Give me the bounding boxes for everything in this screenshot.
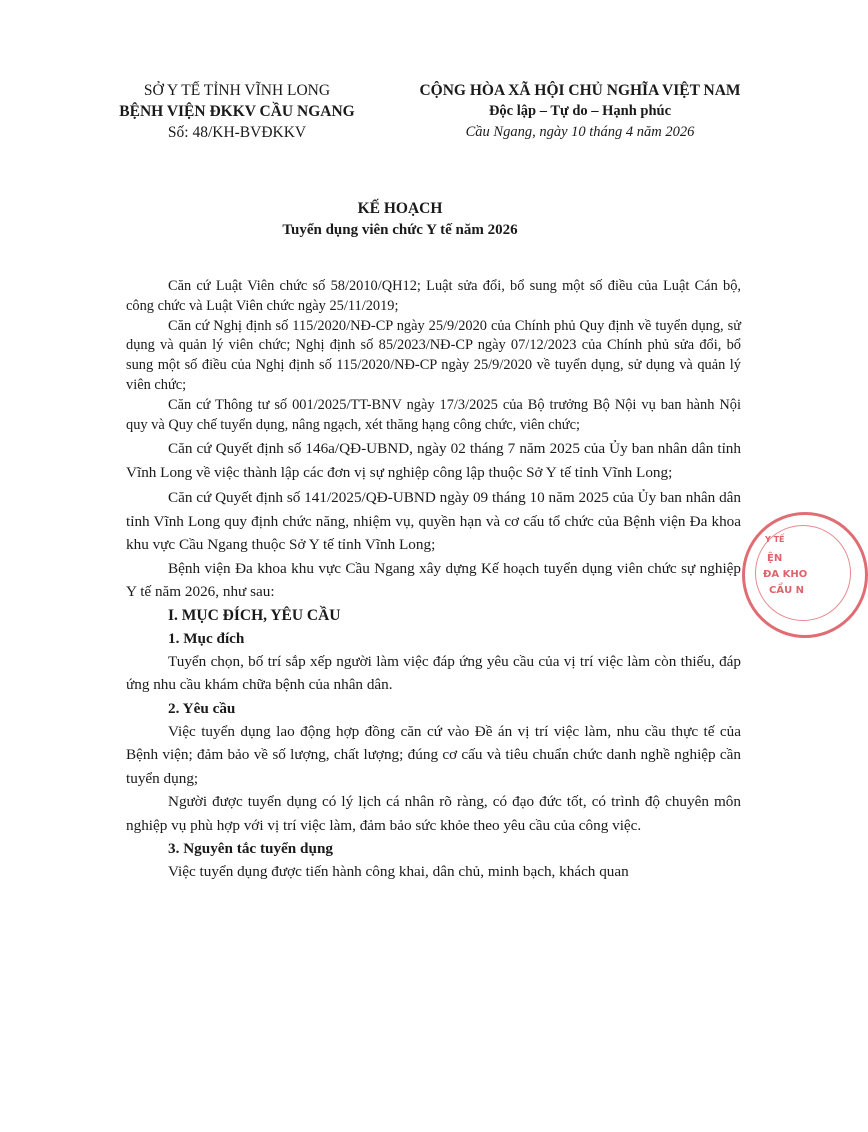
legal-basis-paragraph: Căn cứ Nghị định số 115/2020/NĐ-CP ngày 25/9/2020 của Chính phủ Quy định về tuyển dụng, sử dụng và quản lý viên chức; Nghị định số 85/2023/NĐ-CP ngày 07/12/2023 của Chính phủ sửa đổi, bổ sung một số điều của Nghị định số 115/2020/NĐ-CP ngày 25/9/2020 về tuyển dụng, sử dụng và quản lý viên chức; xyxy=(126,317,741,393)
seal-text: CẦU N xyxy=(769,585,805,596)
legal-basis-paragraph: Căn cứ Quyết định số 141/2025/QĐ-UBND ngày 09 tháng 10 năm 2025 của Ủy ban nhân dân tỉnh Vĩnh Long quy định chức năng, nhiệm vụ, quyền hạn và cơ cấu tổ chức của Bệnh viện Đa khoa khu vực Cầu Ngang thuộc Sở Y tế tỉnh Vĩnh Long; xyxy=(126,489,741,554)
hospital-name: BỆNH VIỆN ĐKKV CẦU NGANG xyxy=(119,103,355,120)
seal-text: Y TẾ xyxy=(765,535,785,544)
subsection-heading: 2. Yêu cầu xyxy=(168,699,236,717)
section-paragraph: Người được tuyển dụng có lý lịch cá nhân rõ ràng, có đạo đức tốt, có trình độ chuyên môn nghiệp vụ phù hợp với vị trí việc làm, đảm bảo sức khỏe theo yêu cầu của công việc. xyxy=(126,793,741,834)
legal-basis-paragraph: Căn cứ Luật Viên chức số 58/2010/QH12; Luật sửa đổi, bổ sung một số điều của Luật Cán bộ, công chức và Luật Viên chức ngày 25/11/2019; xyxy=(126,278,741,314)
document-subtitle: Tuyển dụng viên chức Y tế năm 2026 xyxy=(282,222,518,238)
issuing-agency-block xyxy=(92,80,382,143)
section-paragraph: Việc tuyển dụng lao động hợp đồng căn cứ vào Đề án vị trí việc làm, nhu cầu thực tế của Bệnh viện; đảm bảo về số lượng, chất lượng; đúng cơ cấu và tiêu chuẩn chức danh nghề nghiệp cần tuyển dụng; xyxy=(126,722,741,787)
document-body xyxy=(126,277,741,884)
document-number: Số: 48/KH-BVĐKKV xyxy=(167,124,307,141)
seal-text: ỆN xyxy=(767,553,783,564)
place-and-date: Cầu Ngang, ngày 10 tháng 4 năm 2026 xyxy=(465,124,695,140)
national-motto-block xyxy=(395,80,765,143)
legal-basis-paragraph: Căn cứ Thông tư số 001/2025/TT-BNV ngày 17/3/2025 của Bộ trưởng Bộ Nội vụ ban hành Nội quy và Quy chế tuyển dụng, nâng ngạch, xét thăng hạng công chức, viên chức; xyxy=(126,396,741,433)
legal-basis-paragraph: Căn cứ Quyết định số 146a/QĐ-UBND, ngày 02 tháng 7 năm 2025 của Ủy ban nhân dân tỉnh Vĩnh Long về việc thành lập các đơn vị sự nghiệp công lập thuộc Sở Y tế tỉnh Vĩnh Long; xyxy=(126,440,741,481)
section-paragraph: Việc tuyển dụng được tiến hành công khai, dân chủ, minh bạch, khách quan xyxy=(168,863,629,881)
subsection-heading: 3. Nguyên tắc tuyển dụng xyxy=(168,840,333,858)
section-heading: I. MỤC ĐÍCH, YÊU CẦU xyxy=(168,606,341,624)
document-title: KẾ HOẠCH xyxy=(357,200,443,217)
official-seal xyxy=(742,512,868,638)
country-name: CỘNG HÒA XÃ HỘI CHỦ NGHĨA VIỆT NAM xyxy=(419,82,741,99)
subsection-heading: 1. Mục đích xyxy=(168,629,245,647)
seal-text: ĐA KHO xyxy=(763,569,808,580)
intro-paragraph: Bệnh viện Đa khoa khu vực Cầu Ngang xây dựng Kế hoạch tuyển dụng viên chức sự nghiệp Y tế năm 2026, như sau: xyxy=(126,559,741,601)
national-motto: Độc lập – Tự do – Hạnh phúc xyxy=(488,103,672,119)
department-name: SỞ Y TẾ TỈNH VĨNH LONG xyxy=(143,82,331,99)
document-title-block xyxy=(0,198,800,240)
section-paragraph: Tuyển chọn, bố trí sắp xếp người làm việc đáp ứng yêu cầu của vị trí việc làm còn thiếu, đáp ứng nhu cầu khám chữa bệnh của nhân dân. xyxy=(126,652,741,694)
